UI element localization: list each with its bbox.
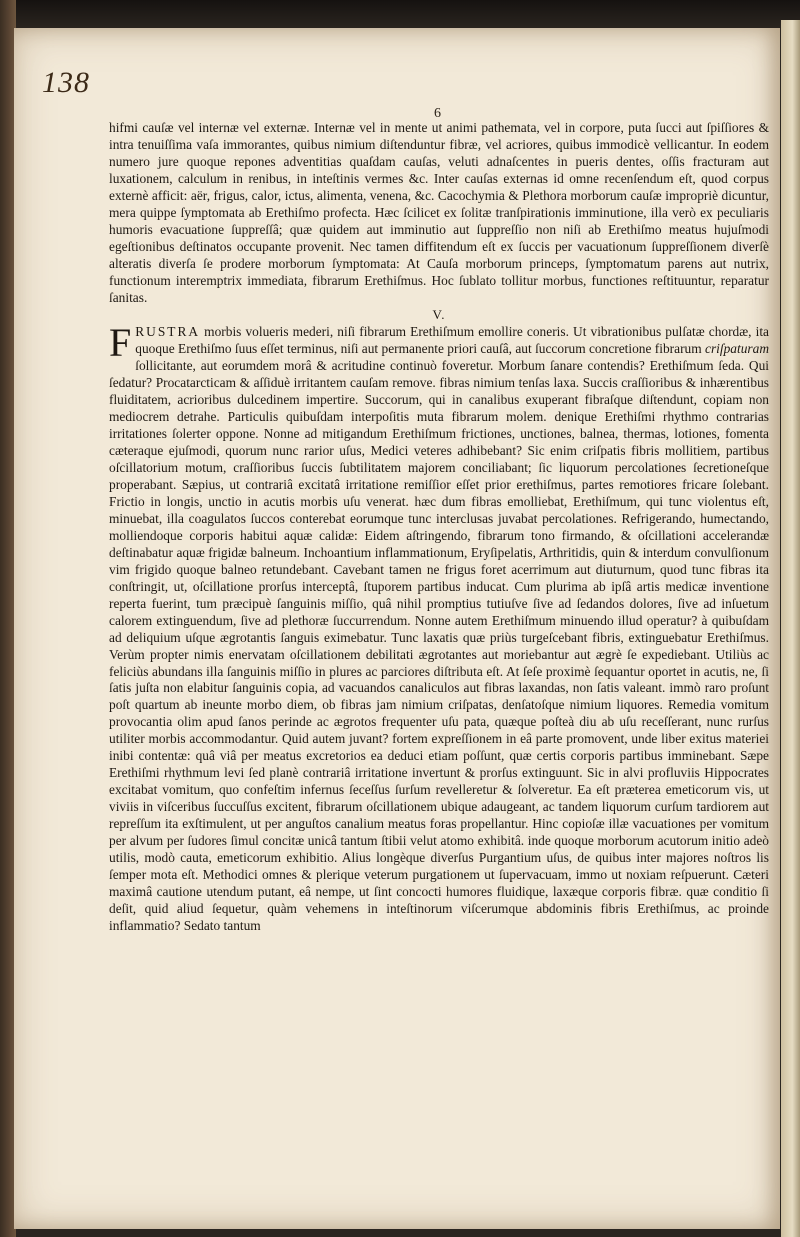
page-number: 138 bbox=[42, 66, 90, 99]
italic-term: criſpaturam bbox=[705, 341, 769, 357]
body-text bbox=[109, 120, 769, 935]
adjacent-page-edge bbox=[781, 20, 800, 1237]
scan-top-edge bbox=[0, 0, 800, 30]
paragraph-2-body: ſollicitante, aut eorumdem morâ & acritudine continuò foveretur. Morbum ſanare contendis? Erethiſmum ſeda. Qui ſedatur? Procatarcticam & aſſiduè irritantem cauſam remove. fibras nimium tenſas laxa. Succis craſſioribus & inhærentibus fluiditatem, acrioribus dulcedinem impertire. Succorum, qui in canalibus exuperant fibraſque diſtendunt, copiam non mediocrem detrahe. Particulis quibuſdam interpoſitis muta fibrarum molem. denique Erethiſmi rhythmo contrarias irritationes ſolerter oppone. Nonne ad mitigandum Erethiſmum frictiones, unctiones, balnea, thermas, lotiones, fomenta cæteraque ejuſmodi, quorum nunc rarior uſus, Medici veteres adhibebant? Sic enim criſpatis fibris mollitiem, partibus oſcillatorium motum, craſſioribus ſuccis ſubtilitatem majorem conciliabant; ſic liquorum percolationes ſecretioneſque properabant. Sæpius, ut contrariâ excitatâ irritatione remiſſior eſſet prior erethiſmus, partes remotiores fricare ſolebant. Frictio in longis, unctio in acutis morbis uſu venerat. hæc dum fibras emolliebat, Erethiſmum, qui tunc violentus eſt, minuebat, illa coagulatos ſuccos conterebat eorumque tunc interclusas juvabat percolationes. Refrigerando, humectando, molliendoque corporis habitui aquæ calidæ: Eidem aſtringendo, fibrarum tono firmando, & oſcillationi accelerandæ deſtinabatur aquæ frigidæ balneum. Inchoantium inflammationum, Eryſipelatis, Arthritidis, quin & interdum convulſionum vim frigido quoque balneo retundebant. Cavebant tamen ne frigus foret acerrimum aut diuturnum, quod tunc fibras ita conſtringit, ut, oſcillatione prorſus interceptâ, ſtuporem partibus inducat. Cum plurima ab ipſâ artis medicæ inventione reperta fuerint, tum præcipuè ſanguinis miſſio, quâ nihil promptius tutiuſve ſive ad ſedandos dolores, ſive ad inſuetum calorem extinguendum, ſive ad plethoræ ſuccurrendum. Nonne autem Erethiſmum minuendo illud operatur? à quibuſdam ad deliquium uſque ægrotantis ſanguis eximebatur. Tunc laxatis quæ priùs turgeſcebant fibris, extinguebatur Erethiſmus. Verùm propter nimis enervatam oſcillationem debilitati ægrotantes aut moriebantur aut ægrè ſe expediebant. Utiliùs ac feliciùs abundans illa ſanguinis miſſio in plures ac parciores diſtributa eſt. At ſeſe proximè ſequantur oportet in acutis, ne, ſi ſatis juſta non elabitur ſanguinis copia, ad vacuandos canaliculos aut fibras laxandas, non ſatis valeant. immò raro proſunt poſt quartum ab ineunte morbo diem, ob fibras jam nimium criſpatas, denſatoſque nimium liquores. Remedia vomitum provocantia olim apud ſanos perinde ac ægrotos frequenter uſu pata, quæque poſteà diu ab uſu receſſerant, nunc rurſus utiliter morbis accommodantur. Quid autem juvant? fortem expreſſionem in eâ parte promovent, unde liber exitus materiei inibi contentæ: quâ viâ per meatus excretorios ea deduci etiam poſſunt, quæ certis corporis partibus imminebant. Sæpe Erethiſmi rhythmum levi ſed planè contrariâ irritatione invertunt & prorſus extinguunt. Sic in alvi profluviis Hippocrates excitabat vomitum, quo confeſtim infernus ſeceſſus ſurſum revelleretur & ſolveretur. Ea eſt præterea emeticorum vis, ut viviis in viſceribus ſuccuſſus excitent, fibrarum oſcillationem ubique adaugeant, ac tandem liquorum curſum tardiorem aut repreſſum ita exſtimulent, ut per anguſtos canalium meatus foras propellantur. Hinc copioſæ illæ vacuationes per vomitum per alvum per ſudores ſimul concitæ unicâ tantum ſtibii velut atomo exhibitâ. inde quoque morborum acutorum initio adeò utilis, modò cauta, emeticorum exhibitio. Alius longèque diverſus Purgantium uſus, de quibus inter majores noſtros lis ſemper mota eſt. Methodici omnes & plerique veterum purgationem ut ſupervacuam, immo ut noxiam reſpuerunt. Cæteri maximâ cautione utendum putant, eâ nempe, ut ſint concocti humores fluidique, laxæque corporis fibræ. quæ conditio ſi deſit, quid aliud ſequetur, quàm vehemens in inteſtinorum viſcerumque abdominis fibris Erethiſmus, ac proinde inflammatio? Sedato tantum bbox=[109, 358, 769, 933]
section-numeral: V. bbox=[432, 307, 446, 323]
section-opening-word: RUSTRA bbox=[135, 324, 201, 340]
signature-mark: 6 bbox=[434, 106, 441, 121]
book-page bbox=[14, 28, 780, 1229]
drop-cap: F bbox=[109, 320, 132, 366]
paragraph-2-lead: morbis volueris mederi, niſi fibrarum Erethiſmum emollire coneris. Ut vibrationibus pulſatæ chordæ, ita quoque Erethiſmo ſuus eſſet terminus, niſi aut permanente priori cauſâ, aut ſuccorum concretione fibrarum bbox=[135, 324, 769, 357]
paragraph-1: hifmi cauſæ vel internæ vel externæ. Internæ vel in mente ut animi pathemata, vel in corpore, puta ſucci aut ſpiſſiores & intra tenuiſſima vaſa immorantes, quibus nimium diſtenduntur fibræ, vel acriores, quibus immodicè vellicantur. In eodem numero jure quoque repones adventitias quaſdam cauſas, veluti adnaſcentes in pueris dentes, oſſis fracturam aut luxationem, calculum in renibus, in inteſtinis vermes &c. Inter cauſas externas id omne recenſendum eſt, quod corpus externè afficit: aër, frigus, calor, ictus, alimenta, venena, &c. Cacochymia & Plethora morborum cauſæ impropriè dicuntur, mera quippe ſymptomata ab Erethiſmo profecta. Hæc ſcilicet ex ſolitæ tranſpirationis imminutione, illa verò ex peculiaris humoris evacuatione ſuppreſſâ; quæ quidem aut imminutio aut ſuppreſſio non niſi ab Erethiſmo meatus hujuſmodi egeſtionibus deſtinatos occupante provenit. Nec tamen diffitendum eſt ex ſuccis per vacuationum ſuppreſſionem diverſè alteratis diverſa ſe prodere morborum ſymptomata: At Cauſa morborum princeps, ſymptomatum parens aut nutrix, functionum interemptrix immediata, fibrarum Erethiſmus. Hoc ſublato tollitur morbus, functiones reſtituuntur, reparatur ſanitas. bbox=[109, 120, 769, 305]
paragraph-2 bbox=[109, 320, 769, 934]
